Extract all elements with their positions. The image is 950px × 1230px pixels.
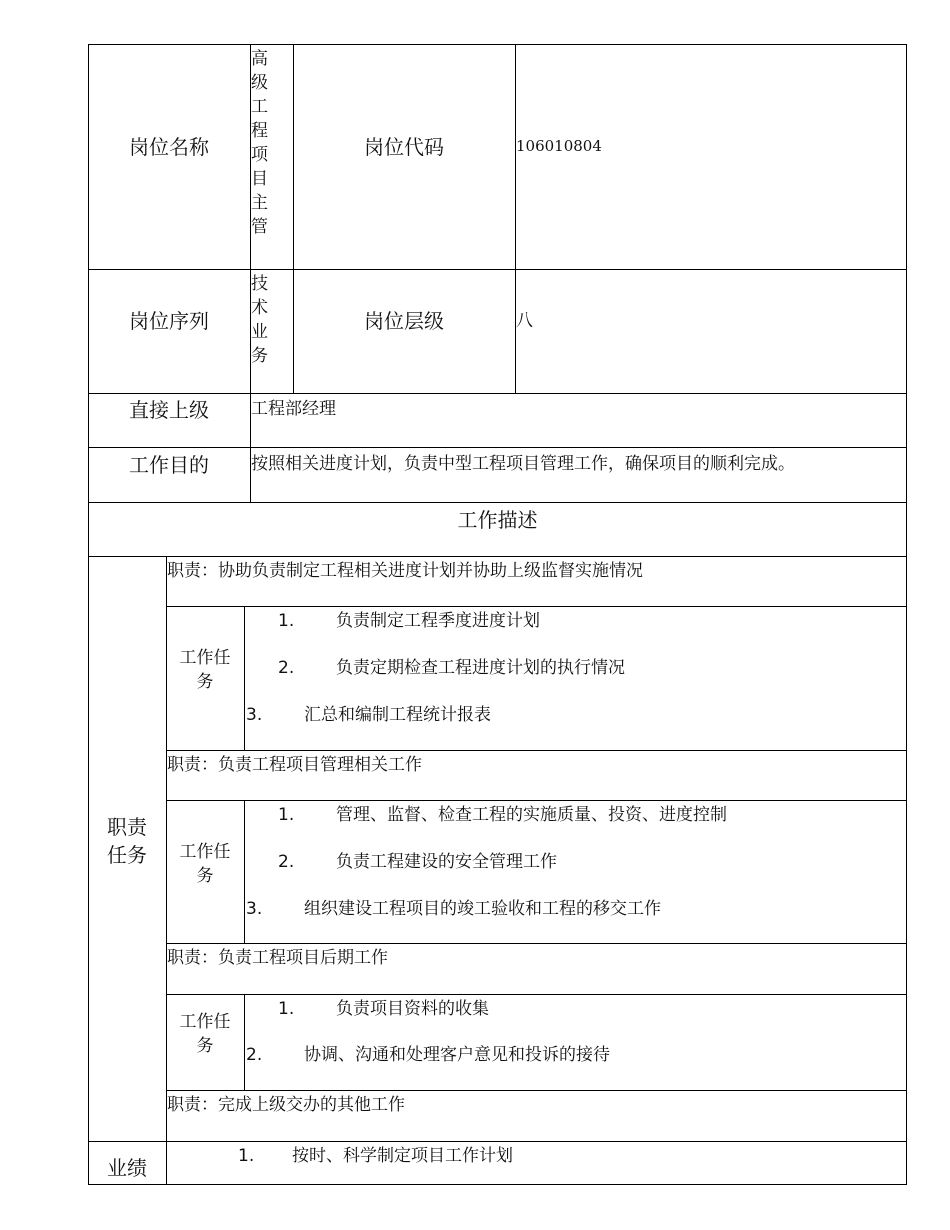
row-divider — [166, 994, 907, 995]
row-divider — [166, 800, 907, 801]
column-divider — [244, 994, 245, 1090]
level-value: 八 — [516, 311, 533, 331]
task-label — [166, 1010, 244, 1058]
row-divider — [88, 556, 907, 557]
task-label-text: 工作任务 — [179, 648, 231, 692]
task-label-text: 工作任务 — [179, 842, 231, 886]
position-code-value: 106010804 — [516, 137, 602, 155]
task-label — [166, 646, 244, 694]
position-name-label: 岗位名称 — [129, 135, 209, 159]
supervisor-value: 工程部经理 — [251, 399, 336, 419]
task-text: 组织建设工程项目的竣工验收和工程的移交工作 — [304, 899, 661, 919]
row-divider — [88, 502, 907, 503]
task-number: 2. — [278, 658, 295, 678]
table-border-left — [88, 44, 89, 1185]
task-number: 3. — [246, 705, 263, 725]
duty-title: 职责：完成上级交办的其他工作 — [167, 1095, 405, 1115]
performance-number: 1. — [238, 1146, 255, 1166]
task-label — [166, 840, 244, 888]
table-border-bottom — [88, 1184, 907, 1185]
duty-title: 职责：协助负责制定工程相关进度计划并协助上级监督实施情况 — [167, 561, 643, 581]
column-divider — [244, 606, 245, 750]
task-text: 负责制定工程季度进度计划 — [336, 611, 540, 631]
purpose-value: 按照相关进度计划，负责中型工程项目管理工作，确保项目的顺利完成。 — [251, 454, 795, 474]
description-title: 工作描述 — [457, 508, 538, 532]
row-divider — [88, 269, 907, 270]
table-border-right — [906, 44, 907, 1185]
task-number: 3. — [246, 899, 263, 919]
task-text: 汇总和编制工程统计报表 — [304, 705, 491, 725]
row-divider — [166, 943, 907, 944]
task-text: 管理、监督、检查工程的实施质量、投资、进度控制 — [336, 805, 727, 825]
row-divider — [166, 1090, 907, 1091]
duty-title: 职责：负责工程项目后期工作 — [167, 948, 388, 968]
task-number: 1. — [278, 611, 295, 631]
duties-label — [88, 813, 166, 869]
task-number: 1. — [278, 805, 295, 825]
level-label: 岗位层级 — [364, 309, 444, 333]
column-divider — [293, 44, 294, 393]
row-divider — [166, 750, 907, 751]
duty-title: 职责：负责工程项目管理相关工作 — [167, 755, 422, 775]
task-number: 1. — [278, 999, 295, 1019]
row-divider — [88, 447, 907, 448]
position-name-value: 高级工程项目主管 — [251, 49, 268, 237]
duties-label-text: 职责任务 — [107, 815, 147, 867]
task-text: 协调、沟通和处理客户意见和投诉的接待 — [304, 1045, 610, 1065]
task-text: 负责项目资料的收集 — [336, 999, 489, 1019]
sequence-value: 技术业务 — [251, 274, 268, 366]
task-label-text: 工作任务 — [179, 1012, 231, 1056]
performance-label: 业绩 — [107, 1156, 147, 1180]
table-border-top — [88, 44, 907, 45]
performance-text: 按时、科学制定项目工作计划 — [292, 1146, 513, 1166]
column-divider — [515, 44, 516, 393]
position-code-label: 岗位代码 — [364, 135, 444, 159]
task-number: 2. — [246, 1045, 263, 1065]
purpose-label: 工作目的 — [129, 453, 209, 477]
row-divider — [88, 1141, 907, 1142]
task-text: 负责定期检查工程进度计划的执行情况 — [336, 658, 625, 678]
row-divider — [88, 393, 907, 394]
task-number: 2. — [278, 852, 295, 872]
task-text: 负责工程建设的安全管理工作 — [336, 852, 557, 872]
supervisor-label: 直接上级 — [129, 398, 209, 422]
row-divider — [166, 606, 907, 607]
column-divider — [244, 800, 245, 943]
sequence-label: 岗位序列 — [129, 309, 209, 333]
